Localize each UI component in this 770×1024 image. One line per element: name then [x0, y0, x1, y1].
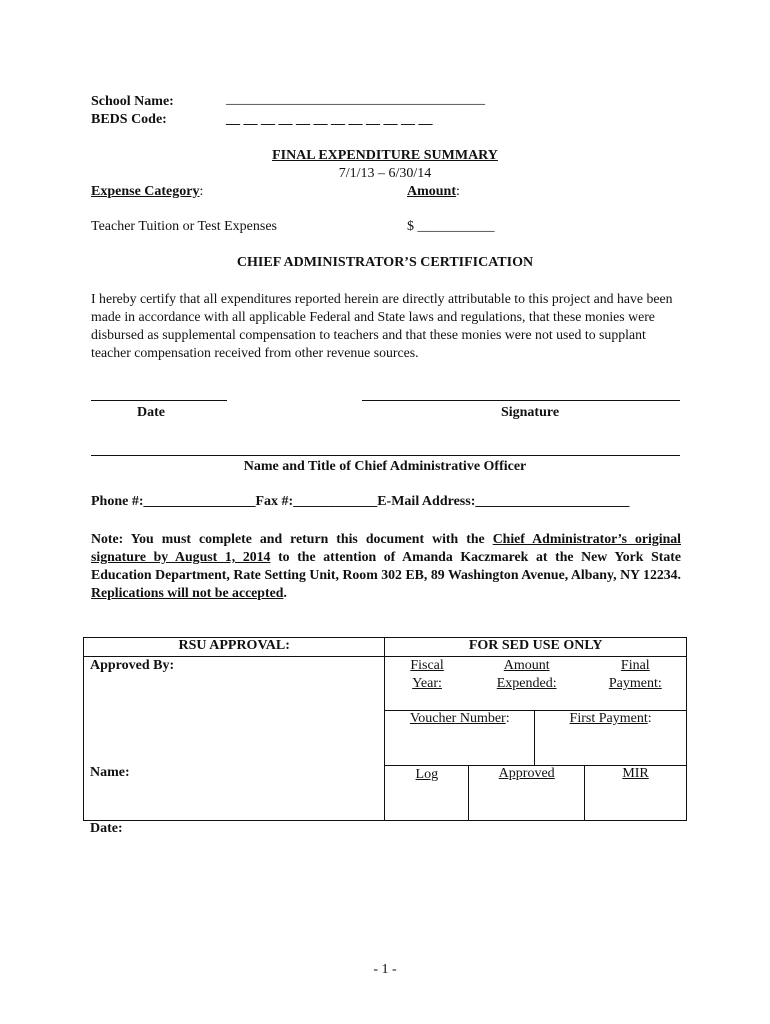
- beds-code-field[interactable]: __ __ __ __ __ __ __ __ __ __ __ __: [226, 112, 433, 127]
- first-payment-cell[interactable]: [535, 711, 687, 766]
- approval-table: [83, 637, 687, 836]
- final-label: Final: [620, 658, 650, 673]
- name-title-line[interactable]: [91, 455, 680, 456]
- mir-label: MIR: [622, 766, 649, 781]
- summary-title: FINAL EXPENDITURE SUMMARY: [272, 148, 498, 163]
- beds-code-label: BEDS Code:: [91, 112, 167, 127]
- date-line[interactable]: [91, 400, 227, 401]
- page-number: - 1 -: [373, 962, 397, 977]
- school-name-field[interactable]: _____________________________________: [226, 92, 485, 107]
- name-label: Name:: [90, 765, 130, 780]
- colon: :: [647, 711, 652, 726]
- note-prefix: Note: You must complete and return this document with the: [91, 531, 493, 546]
- payment-label: Payment:: [608, 676, 662, 691]
- rsu-approval-header: RSU APPROVAL:: [84, 638, 385, 657]
- amount-label-table: Amount: [503, 658, 550, 673]
- note-underlined-2: Replications will not be accepted: [91, 585, 284, 600]
- colon: :: [505, 711, 510, 726]
- expended-label: Expended:: [496, 676, 557, 691]
- signature-line[interactable]: [362, 400, 680, 401]
- certification-title: CHIEF ADMINISTRATOR’S CERTIFICATION: [236, 255, 534, 270]
- rsu-approval-cell[interactable]: [84, 657, 385, 836]
- voucher-number-cell[interactable]: [385, 711, 535, 766]
- fiscal-label: Fiscal: [410, 658, 444, 673]
- sed-use-header: FOR SED USE ONLY: [385, 638, 687, 657]
- colon: :: [199, 184, 204, 199]
- certification-text: I hereby certify that all expenditures reported herein are directly attributable to this project and have been made in accordance with all applicable Federal and State laws and regulations, that these monies were disbursed as supplemental compensation to teachers and that these monies were not used to supplant teacher compensation received from other revenue sources.: [91, 291, 673, 360]
- log-label: Log: [415, 767, 439, 782]
- amount-heading: [407, 184, 460, 200]
- approved-cell[interactable]: [469, 766, 585, 821]
- note-middle: to the attention of Amanda Kaczmarek at the New York State Education Department, Rate Setting Unit, Room 302 EB, 89 Washington Avenue, Albany, NY 12234.: [91, 549, 681, 582]
- summary-period: 7/1/13 – 6/30/14: [338, 166, 432, 181]
- colon: :: [456, 184, 460, 199]
- school-name-label: School Name:: [91, 94, 174, 109]
- first-payment-label: First Payment: [569, 711, 648, 726]
- expense-category-heading: [91, 184, 203, 200]
- date-label-table: Date:: [90, 821, 123, 836]
- mir-cell[interactable]: [585, 766, 687, 821]
- approved-by-label: Approved By:: [90, 658, 175, 673]
- contact-line[interactable]: Phone #:________________Fax #:____________E-Mail Address:______________________: [91, 494, 630, 509]
- amount-field[interactable]: $ ___________: [407, 219, 495, 234]
- voucher-number-label: Voucher Number: [409, 711, 506, 726]
- amount-label: Amount: [407, 184, 457, 199]
- approved-label: Approved: [498, 766, 555, 781]
- signature-label: Signature: [500, 405, 560, 420]
- expense-category-label: Expense Category: [91, 184, 200, 199]
- log-cell[interactable]: [385, 766, 469, 821]
- final-payment-cell[interactable]: [585, 657, 687, 711]
- year-label: Year:: [412, 676, 442, 691]
- note-paragraph: [91, 530, 681, 602]
- amount-expended-cell[interactable]: [469, 657, 585, 711]
- expense-item: Teacher Tuition or Test Expenses: [91, 219, 277, 234]
- name-title-label: Name and Title of Chief Administrative Officer: [243, 459, 527, 474]
- note-underlined-1: Chief Administrator’s original signature by August 1, 2014: [91, 531, 682, 564]
- fiscal-year-cell[interactable]: [385, 657, 469, 711]
- note-suffix: .: [283, 585, 287, 600]
- date-label: Date: [137, 405, 165, 420]
